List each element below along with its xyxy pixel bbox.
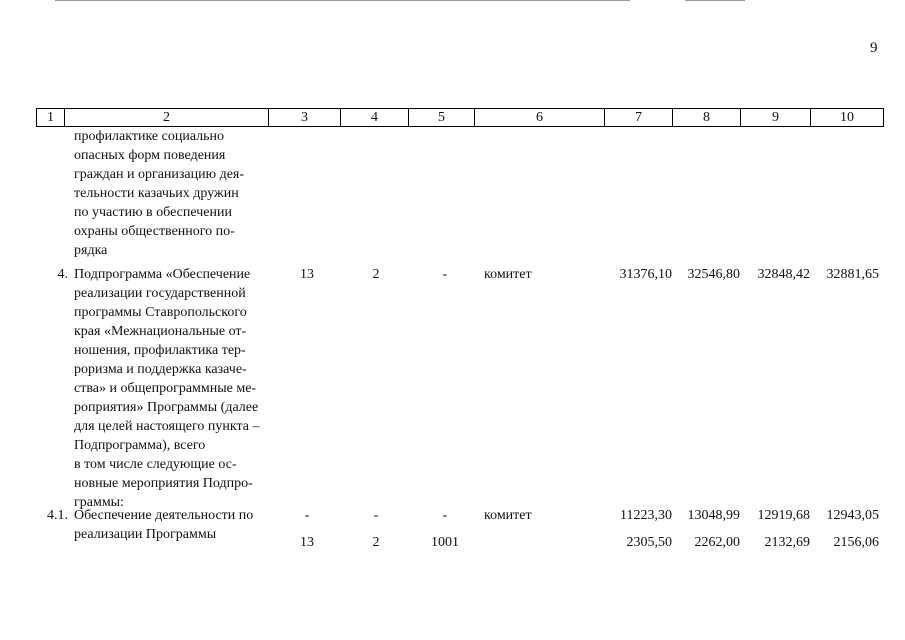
row-continuation-description	[74, 127, 268, 260]
desc-line: по участию в обеспечении	[74, 205, 232, 220]
desc-line: Обеспечение деятельности по	[74, 508, 254, 523]
header-col-8: 8	[673, 109, 741, 126]
top-scan-line	[55, 0, 630, 1]
row-4-1-sub-1-col-5: -	[442, 508, 448, 523]
desc-line: для целей настоящего пункта –	[74, 419, 260, 434]
header-col-2: 2	[65, 109, 269, 126]
row-4-1-description	[74, 506, 268, 544]
header-col-9: 9	[741, 109, 811, 126]
row-4-1-sub-1-col-6: комитет	[484, 508, 532, 523]
row-4-1-sub-1-col-10: 12943,05	[826, 508, 879, 523]
row-4-1-sub-1-col-8: 13048,99	[687, 508, 740, 523]
desc-line: ношения, профилактика тер-	[74, 343, 246, 358]
desc-line: реализации государственной	[74, 286, 246, 301]
desc-line: граммы:	[74, 495, 124, 510]
header-col-1: 1	[37, 109, 65, 126]
desc-line: профилактике социально	[74, 129, 225, 144]
desc-line: Подпрограмма), всего	[74, 438, 206, 453]
header-col-5: 5	[409, 109, 475, 126]
row-4-1-number: 4.1.	[47, 508, 68, 523]
table-header-row	[36, 108, 884, 127]
desc-line: в том числе следующие ос-	[74, 457, 237, 472]
row-4-1-sub-2-col-3: 13	[300, 535, 314, 550]
desc-line: охраны общественного по-	[74, 224, 235, 239]
desc-line: программы Ставропольского	[74, 305, 247, 320]
row-4-col-9: 32848,42	[757, 267, 810, 282]
row-4-number: 4.	[57, 267, 68, 282]
row-4-col-6: комитет	[484, 267, 532, 282]
row-4-1-sub-2-col-4: 2	[372, 535, 380, 550]
row-4-1-sub-1-col-4: -	[373, 508, 379, 523]
row-4-col-5: -	[442, 267, 448, 282]
row-4-1-sub-2-col-8: 2262,00	[694, 535, 740, 550]
desc-line: рядка	[74, 243, 108, 258]
row-4-col-4: 2	[372, 267, 380, 282]
row-4-col-7: 31376,10	[619, 267, 672, 282]
row-4-col-3: 13	[300, 267, 314, 282]
row-4-1-sub-2-col-10: 2156,06	[833, 535, 879, 550]
header-col-10: 10	[840, 110, 854, 125]
desc-line: Подпрограмма «Обеспечение	[74, 267, 251, 282]
row-4-1-sub-1-col-7: 11223,30	[620, 508, 672, 523]
row-4-1-sub-2-col-7: 2305,50	[626, 535, 672, 550]
row-4-col-8: 32546,80	[687, 267, 740, 282]
desc-line: роризма и поддержка казаче-	[74, 362, 247, 377]
desc-line: реализации Программы	[74, 527, 217, 542]
header-col-4: 4	[341, 109, 409, 126]
desc-line: новные мероприятия Подпро-	[74, 476, 253, 491]
row-4-1-sub-1-col-3: -	[304, 508, 310, 523]
row-4-description	[74, 265, 268, 512]
desc-line: граждан и организацию дея-	[74, 167, 245, 182]
top-scan-line-right	[685, 0, 745, 1]
desc-line: ства» и общепрограммные ме-	[74, 381, 257, 396]
page-number: 9	[870, 40, 878, 56]
row-4-1-sub-2-col-5: 1001	[431, 535, 459, 550]
header-col-7: 7	[605, 109, 673, 126]
desc-line: края «Межнациональные от-	[74, 324, 247, 339]
row-4-1-sub-1-col-9: 12919,68	[757, 508, 810, 523]
row-4-1-sub-2-col-9: 2132,69	[764, 535, 810, 550]
header-col-6: 6	[475, 109, 605, 126]
desc-line: роприятия» Программы (далее	[74, 400, 259, 415]
row-4-col-10: 32881,65	[826, 267, 879, 282]
desc-line: опасных форм поведения	[74, 148, 226, 163]
desc-line: тельности казачьих дружин	[74, 186, 239, 201]
header-col-3: 3	[269, 109, 341, 126]
